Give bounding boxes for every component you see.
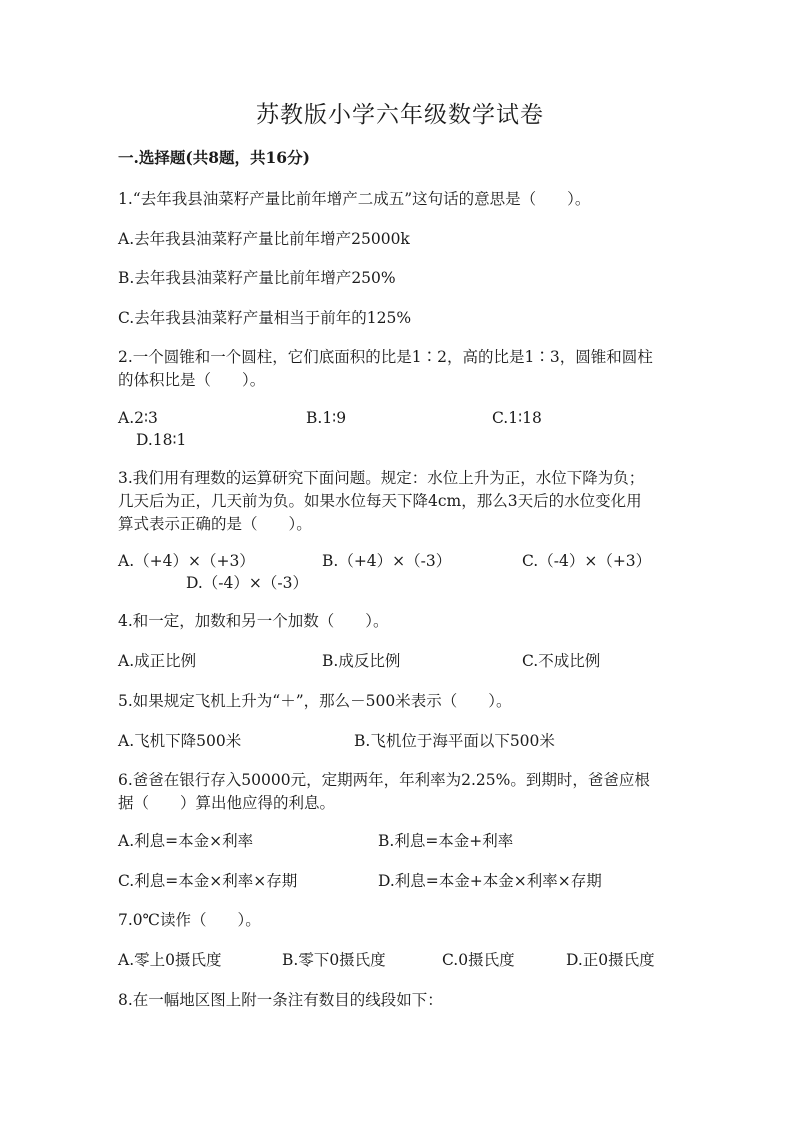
q2-stem-line1: 2.一个圆锥和一个圆柱，它们底面积的比是1∶2，高的比是1∶3，圆锥和圆柱: [118, 348, 653, 366]
q2-option-a: A.2∶3: [118, 409, 158, 427]
q6-option-b: B.利息=本金+利率: [378, 832, 514, 850]
q1-option-a: A.去年我县油菜籽产量比前年增产25000k: [118, 230, 410, 248]
q4-option-b: B.成反比例: [322, 652, 401, 670]
q7-option-d: D.正0摄氏度: [566, 951, 655, 969]
q2-option-d: D.18∶1: [136, 431, 187, 449]
q6-option-c: C.利息=本金×利率×存期: [118, 872, 298, 890]
q8-stem: 8.在一幅地区图上附一条注有数目的线段如下：: [118, 991, 443, 1009]
q6-option-d: D.利息=本金+本金×利率×存期: [378, 872, 602, 890]
page-title: 苏教版小学六年级数学试卷: [256, 102, 544, 128]
q5-stem: 5.如果规定飞机上升为“＋”，那么－500米表示（ ）。: [118, 692, 512, 710]
q6-option-a: A.利息=本金×利率: [118, 832, 254, 850]
q4-option-a: A.成正比例: [118, 652, 197, 670]
q4-option-c: C.不成比例: [522, 652, 601, 670]
q7-option-b: B.零下0摄氏度: [282, 951, 386, 969]
q1-option-b: B.去年我县油菜籽产量比前年增产250%: [118, 269, 396, 287]
q5-option-b: B.飞机位于海平面以下500米: [354, 732, 555, 750]
q6-stem-line2: 据（ ）算出他应得的利息。: [118, 794, 336, 812]
section-heading: 一.选择题(共8题，共16分): [118, 148, 310, 167]
q3-option-a: A.（+4）×（+3）: [118, 552, 255, 570]
q7-stem: 7.0℃读作（ ）。: [118, 911, 261, 929]
q3-option-d: D.（-4）×（-3）: [186, 574, 308, 592]
q7-option-a: A.零上0摄氏度: [118, 951, 222, 969]
q2-stem-line2: 的体积比是（ ）。: [118, 371, 266, 389]
q6-stem-line1: 6.爸爸在银行存入50000元，定期两年，年利率为2.25%。到期时，爸爸应根: [118, 771, 650, 789]
q1-stem: 1.“去年我县油菜籽产量比前年增产二成五”这句话的意思是（ ）。: [118, 190, 591, 208]
q3-option-c: C.（-4）×（+3）: [522, 552, 652, 570]
q2-option-b: B.1∶9: [306, 409, 347, 427]
q5-option-a: A.飞机下降500米: [118, 732, 242, 750]
q4-stem: 4.和一定，加数和另一个加数（ ）。: [118, 612, 389, 630]
q7-option-c: C.0摄氏度: [442, 951, 515, 969]
q3-option-b: B.（+4）×（-3）: [322, 552, 452, 570]
q3-stem-line1: 3.我们用有理数的运算研究下面问题。规定：水位上升为正，水位下降为负；: [118, 469, 645, 487]
q1-option-c: C.去年我县油菜籽产量相当于前年的125%: [118, 309, 412, 327]
q3-stem-line2: 几天后为正，几天前为负。如果水位每天下降4cm，那么3天后的水位变化用: [118, 492, 642, 510]
q2-option-c: C.1∶18: [492, 409, 542, 427]
q3-stem-line3: 算式表示正确的是（ ）。: [118, 515, 312, 533]
